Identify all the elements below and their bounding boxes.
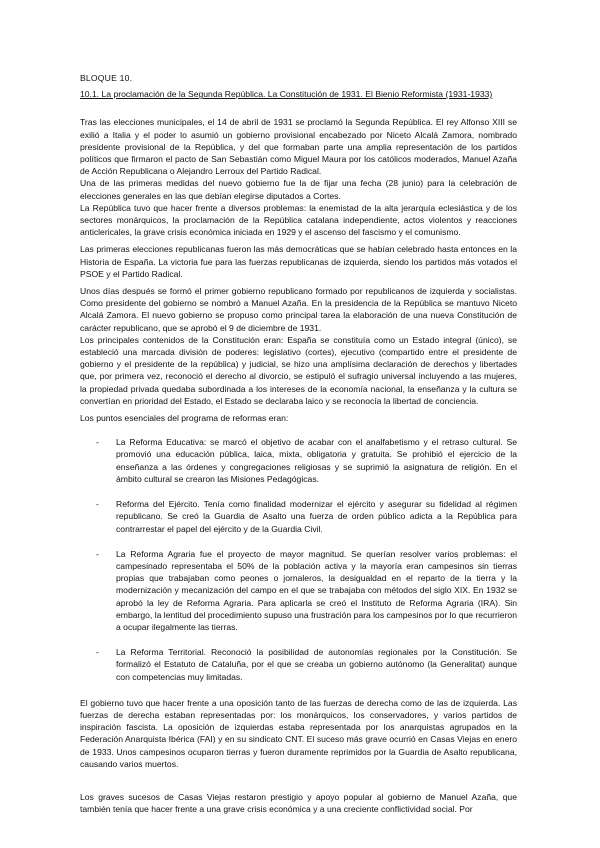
document-body: [80, 72, 517, 815]
paragraph-first-government: Unos días después se formó el primer gobierno republicano formado por republicanos de izquierda y socialistas. Como presidente del gobierno se nombró a Manuel Azaña. En la presidencia de la República se mantuvo Niceto Alcalá Zamora. El nuevo gobierno se propuso como principal tarea la elaboración de una nueva Constitución de carácter republicano, que se aprobó el 9 de diciembre de 1931.: [80, 286, 517, 333]
reform-text: La Reforma Educativa: se marcó el objetivo de acabar con el analfabetismo y el retraso cultural. Se promovió una educación pública, laica, mixta, obligatoria y gratuita. Se prohibió el ejercicio de la enseñanza a las órdenes y congregaciones religiosas y se suprimió la asignatura de religión. En el ámbito cultural se crearon las Misiones Pedagógicas.: [116, 437, 517, 484]
paragraph-first-elections: Las primeras elecciones republicanas fueron las más democráticas que se habían celebrado hasta entonces en la Historia de España. La victoria fue para las fuerzas republicanas de izquierda, siendo los partidos más votados el PSOE y el Partido Radical.: [80, 244, 517, 279]
reform-text: La Reforma Territorial. Reconoció la posibilidad de autonomías regionales por la Constitución. Se formalizó el Estatuto de Cataluña, por el que se creaba un gobierno autónomo (la Generalitat) aunque con competencias muy limitadas.: [116, 647, 517, 682]
list-dash: -: [96, 437, 99, 448]
paragraph-opposition: El gobierno tuvo que hacer frente a una oposición tanto de las fuerzas de derecha como de las de izquierda. Las fuerzas de derecha estaban representadas por: los monárquicos, los conservadores, y varios partidos de inspiración fascista. La oposición de izquierdas estaba representada por los anarquistas agrupados en la Federación Anarquista Ibérica (FAI) y en su sindicato CNT. El suceso más grave ocurrió en Casas Viejas en enero de 1933. Unos campesinos ocuparon tierras y fueron duramente reprimidos por la Guardia de Asalto republicana, causando varios muertos.: [80, 697, 517, 769]
reform-item-territorial: [80, 646, 517, 683]
list-dash: -: [96, 647, 99, 658]
reform-item-agraria: [80, 548, 517, 633]
list-dash: -: [96, 499, 99, 510]
section-title: 10.1. La proclamación de la Segunda República. La Constitución de 1931. El Bienio Reformista (1931-1933): [80, 89, 493, 100]
paragraph-proclamation: Tras las elecciones municipales, el 14 de abril de 1931 se proclamó la Segunda República. El rey Alfonso XIII se exilió a Italia y el poder lo asumió un gobierno provisional encabezado por Niceto Alcalá Zamora, nombrado presidente provisional de la República, y del que formaban parte una amplia representación de los partidos políticos que firmaron el pacto de San Sebastián como Miguel Maura por los católicos moderados, Manuel Azaña de Acción Republicana o Alejandro Lerroux del Partido Radical.: [80, 117, 517, 177]
block-label: BLOQUE 10.: [80, 73, 133, 83]
paragraph-problems: La República tuvo que hacer frente a diversos problemas: la enemistad de la alta jerarquía eclesiástica y de los sectores monárquicos, la proclamación de la República catalana independiente, actos violentos y reacciones anticlericales, la grave crisis económica iniciada en 1929 y el ascenso del fascismo y el comunismo.: [80, 202, 517, 238]
reform-item-ejercito: [80, 498, 517, 535]
paragraph-constitution: Los principales contenidos de la Constitución eran: España se constituía como un Estado integral (único), se estableció una marcada división de poderes: legislativo (cortes), ejecutivo (compartido entre el presidente de gobierno y el presidente de la república) y judicial, se hizo una amplísima declaración de derechos y libertades que, por primera vez, reconoció el derecho al divorcio, se estipuló el sufragio universal incluyendo a las mujeres, la propiedad privada quedaba subordinada a los intereses de la economía nacional, la enseñanza y la cultura se convertían en prioridad del Estado, el Estado se declaraba laico y se reconocía la libertad de conciencia.: [80, 334, 517, 406]
paragraph-elections-date: Una de las primeras medidas del nuevo gobierno fue la de fijar una fecha (28 junio) para la celebración de elecciones generales en las que debían elegirse diputados a Cortes.: [80, 178, 517, 201]
reforms-list: [80, 436, 517, 682]
reform-text: La Reforma Agraria fue el proyecto de mayor magnitud. Se querían resolver varios problemas: el campesinado representaba el 50% de la población activa y la mayoría eran campesinos sin tierras propias que trabajaban como peones o jornaleros, la desigualdad en el reparto de la tierra y la modernización y mecanización del campo en el que se trabajaba con métodos del siglo XIX. En 1932 se aprobó la ley de Reforma Agraria. Para aplicarla se creó el Instituto de Reforma Agraria (IRA). Sin embargo, la lentitud del procedimiento supuso una frustración para los campesinos por lo que recurrieron a ocupar ilegalmente las tierras.: [116, 548, 517, 632]
reform-text: Reforma del Ejército. Tenía como finalidad modernizar el ejército y asegurar su fidelidad al régimen republicano. Se creó la Guardia de Asalto una fuerza de orden público adicta a la República para contrarrestar el papel del ejército y de la Guardia Civil.: [116, 499, 517, 534]
list-dash: -: [96, 548, 99, 559]
reform-item-educativa: [80, 436, 517, 485]
reforms-intro: Los puntos esenciales del programa de reformas eran:: [80, 413, 289, 424]
paragraph-casas-viejas: Los graves sucesos de Casas Viejas restaron prestigio y apoyo popular al gobierno de Manuel Azaña, que también tenía que hacer frente a una grave crisis económica y a una creciente conflictividad social. Por: [80, 791, 517, 815]
